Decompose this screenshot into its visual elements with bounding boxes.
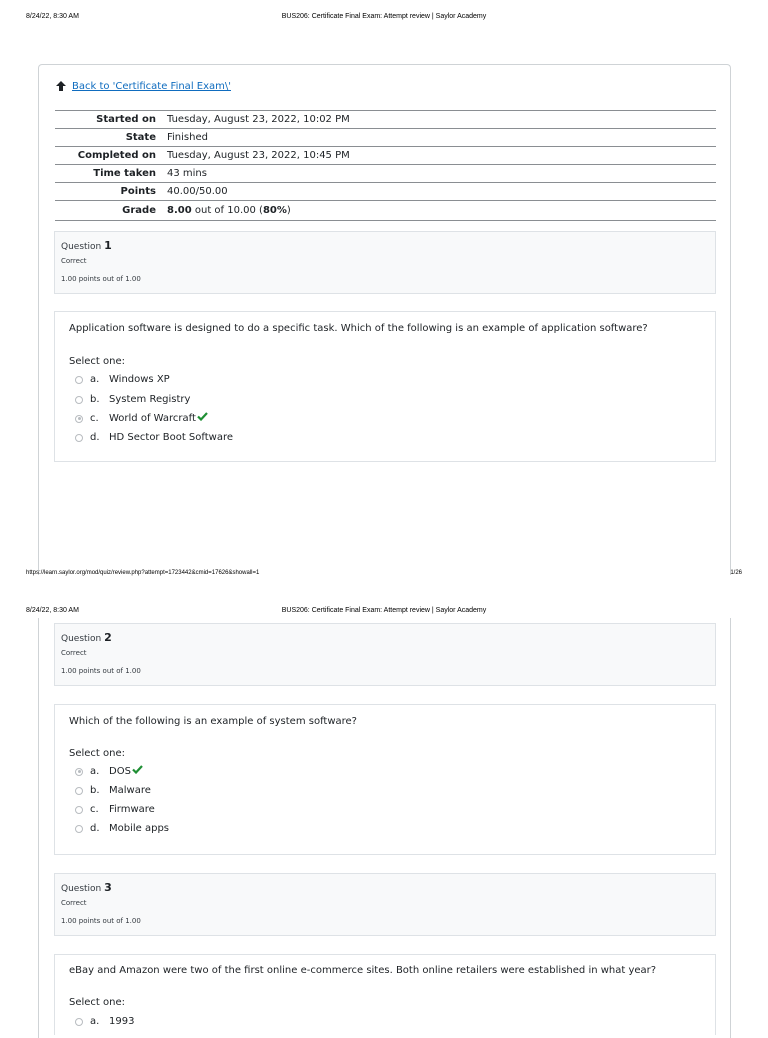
option-letter: a. [90, 1016, 100, 1027]
option-text: DOS [109, 766, 131, 777]
option-letter: d. [90, 823, 100, 834]
question-number [61, 631, 112, 644]
option-text: Firmware [109, 804, 155, 815]
option-letter: d. [90, 432, 100, 443]
print-url: https://learn.saylor.org/mod/quiz/review.php?attempt=1723442&cmid=17626&showall=1 [26, 570, 260, 576]
print-datetime: 8/24/22, 8:30 AM [26, 607, 79, 614]
answer-option-selected[interactable] [75, 413, 208, 424]
back-link-text[interactable]: Back to 'Certificate Final Exam\' [72, 80, 231, 92]
radio-button-selected[interactable] [75, 768, 83, 776]
summary-value: 43 mins [166, 165, 716, 183]
question-number-value: 3 [104, 881, 112, 894]
grade-close: ) [286, 205, 291, 216]
answer-option-selected[interactable] [75, 766, 143, 777]
answer-option[interactable] [75, 432, 233, 443]
question-text: Application software is designed to do a specific task. Which of the following is an example of application software? [69, 323, 648, 334]
question-text: eBay and Amazon were two of the first online e-commerce sites. Both online retailers were established in what year? [69, 965, 657, 976]
option-letter: b. [90, 785, 100, 796]
correct-check-icon [132, 765, 143, 774]
answer-option[interactable] [75, 394, 190, 405]
answer-option[interactable] [75, 1016, 134, 1027]
radio-button[interactable] [75, 434, 83, 442]
option-letter: a. [90, 374, 100, 385]
summary-value: Tuesday, August 23, 2022, 10:02 PM [166, 111, 716, 129]
answer-option[interactable] [75, 823, 169, 834]
summary-row [55, 165, 716, 183]
question-1-body [54, 311, 716, 462]
grade-value [166, 201, 716, 221]
summary-row [55, 147, 716, 165]
radio-button[interactable] [75, 376, 83, 384]
summary-label: Time taken [55, 165, 166, 183]
select-one-label: Select one: [69, 997, 126, 1008]
option-letter: b. [90, 394, 100, 405]
question-text: Which of the following is an example of system software? [69, 716, 357, 727]
print-page-number: 1/26 [730, 570, 742, 576]
correct-check-icon [197, 412, 208, 421]
radio-button-selected[interactable] [75, 415, 83, 423]
attempt-summary-table [55, 110, 716, 221]
question-3-info [54, 873, 716, 936]
answer-option[interactable] [75, 785, 151, 796]
option-text: Malware [109, 785, 151, 796]
answer-option[interactable] [75, 374, 170, 385]
grade-label: Grade [55, 201, 166, 221]
radio-button[interactable] [75, 1018, 83, 1026]
option-letter: c. [90, 413, 99, 424]
print-title: BUS206: Certificate Final Exam: Attempt review | Saylor Academy [281, 13, 487, 20]
summary-label: Completed on [55, 147, 166, 165]
radio-button[interactable] [75, 806, 83, 814]
answer-option[interactable] [75, 804, 155, 815]
select-one-label: Select one: [69, 748, 126, 759]
option-text: HD Sector Boot Software [109, 432, 234, 443]
summary-label: State [55, 129, 166, 147]
print-datetime: 8/24/22, 8:30 AM [26, 13, 79, 20]
summary-value: Tuesday, August 23, 2022, 10:45 PM [166, 147, 716, 165]
question-1-info [54, 231, 716, 294]
option-text: 1993 [109, 1016, 135, 1027]
summary-value: 40.00/50.00 [166, 183, 716, 201]
option-text: World of Warcraft [109, 413, 196, 424]
question-prefix: Question [61, 242, 102, 252]
summary-label: Started on [55, 111, 166, 129]
print-title: BUS206: Certificate Final Exam: Attempt review | Saylor Academy [281, 607, 487, 614]
option-text: System Registry [109, 394, 191, 405]
question-number-value: 1 [104, 239, 112, 252]
question-prefix: Question [61, 884, 102, 894]
question-status: Correct [61, 649, 87, 657]
summary-row [55, 183, 716, 201]
arrow-up-icon [55, 80, 67, 92]
back-link[interactable] [55, 80, 231, 92]
question-number [61, 239, 112, 252]
option-text: Windows XP [109, 374, 170, 385]
radio-button[interactable] [75, 396, 83, 404]
summary-row [55, 111, 716, 129]
grade-score: 8.00 [167, 205, 192, 216]
radio-button[interactable] [75, 787, 83, 795]
question-number-value: 2 [104, 631, 112, 644]
summary-label: Points [55, 183, 166, 201]
question-points: 1.00 points out of 1.00 [61, 667, 141, 675]
question-status: Correct [61, 899, 87, 907]
question-status: Correct [61, 257, 87, 265]
radio-button[interactable] [75, 825, 83, 833]
summary-row [55, 129, 716, 147]
question-points: 1.00 points out of 1.00 [61, 917, 141, 925]
grade-out-of: out of 10.00 ( [194, 205, 263, 216]
question-prefix: Question [61, 634, 102, 644]
grade-percent: 80% [262, 205, 287, 216]
question-2-body [54, 704, 716, 855]
question-number [61, 881, 112, 894]
grade-row [55, 201, 716, 221]
option-text: Mobile apps [109, 823, 170, 834]
question-2-info [54, 623, 716, 686]
select-one-label: Select one: [69, 356, 126, 367]
summary-value: Finished [166, 129, 716, 147]
option-letter: c. [90, 804, 99, 815]
question-points: 1.00 points out of 1.00 [61, 275, 141, 283]
option-letter: a. [90, 766, 100, 777]
question-3-body [54, 954, 716, 1035]
